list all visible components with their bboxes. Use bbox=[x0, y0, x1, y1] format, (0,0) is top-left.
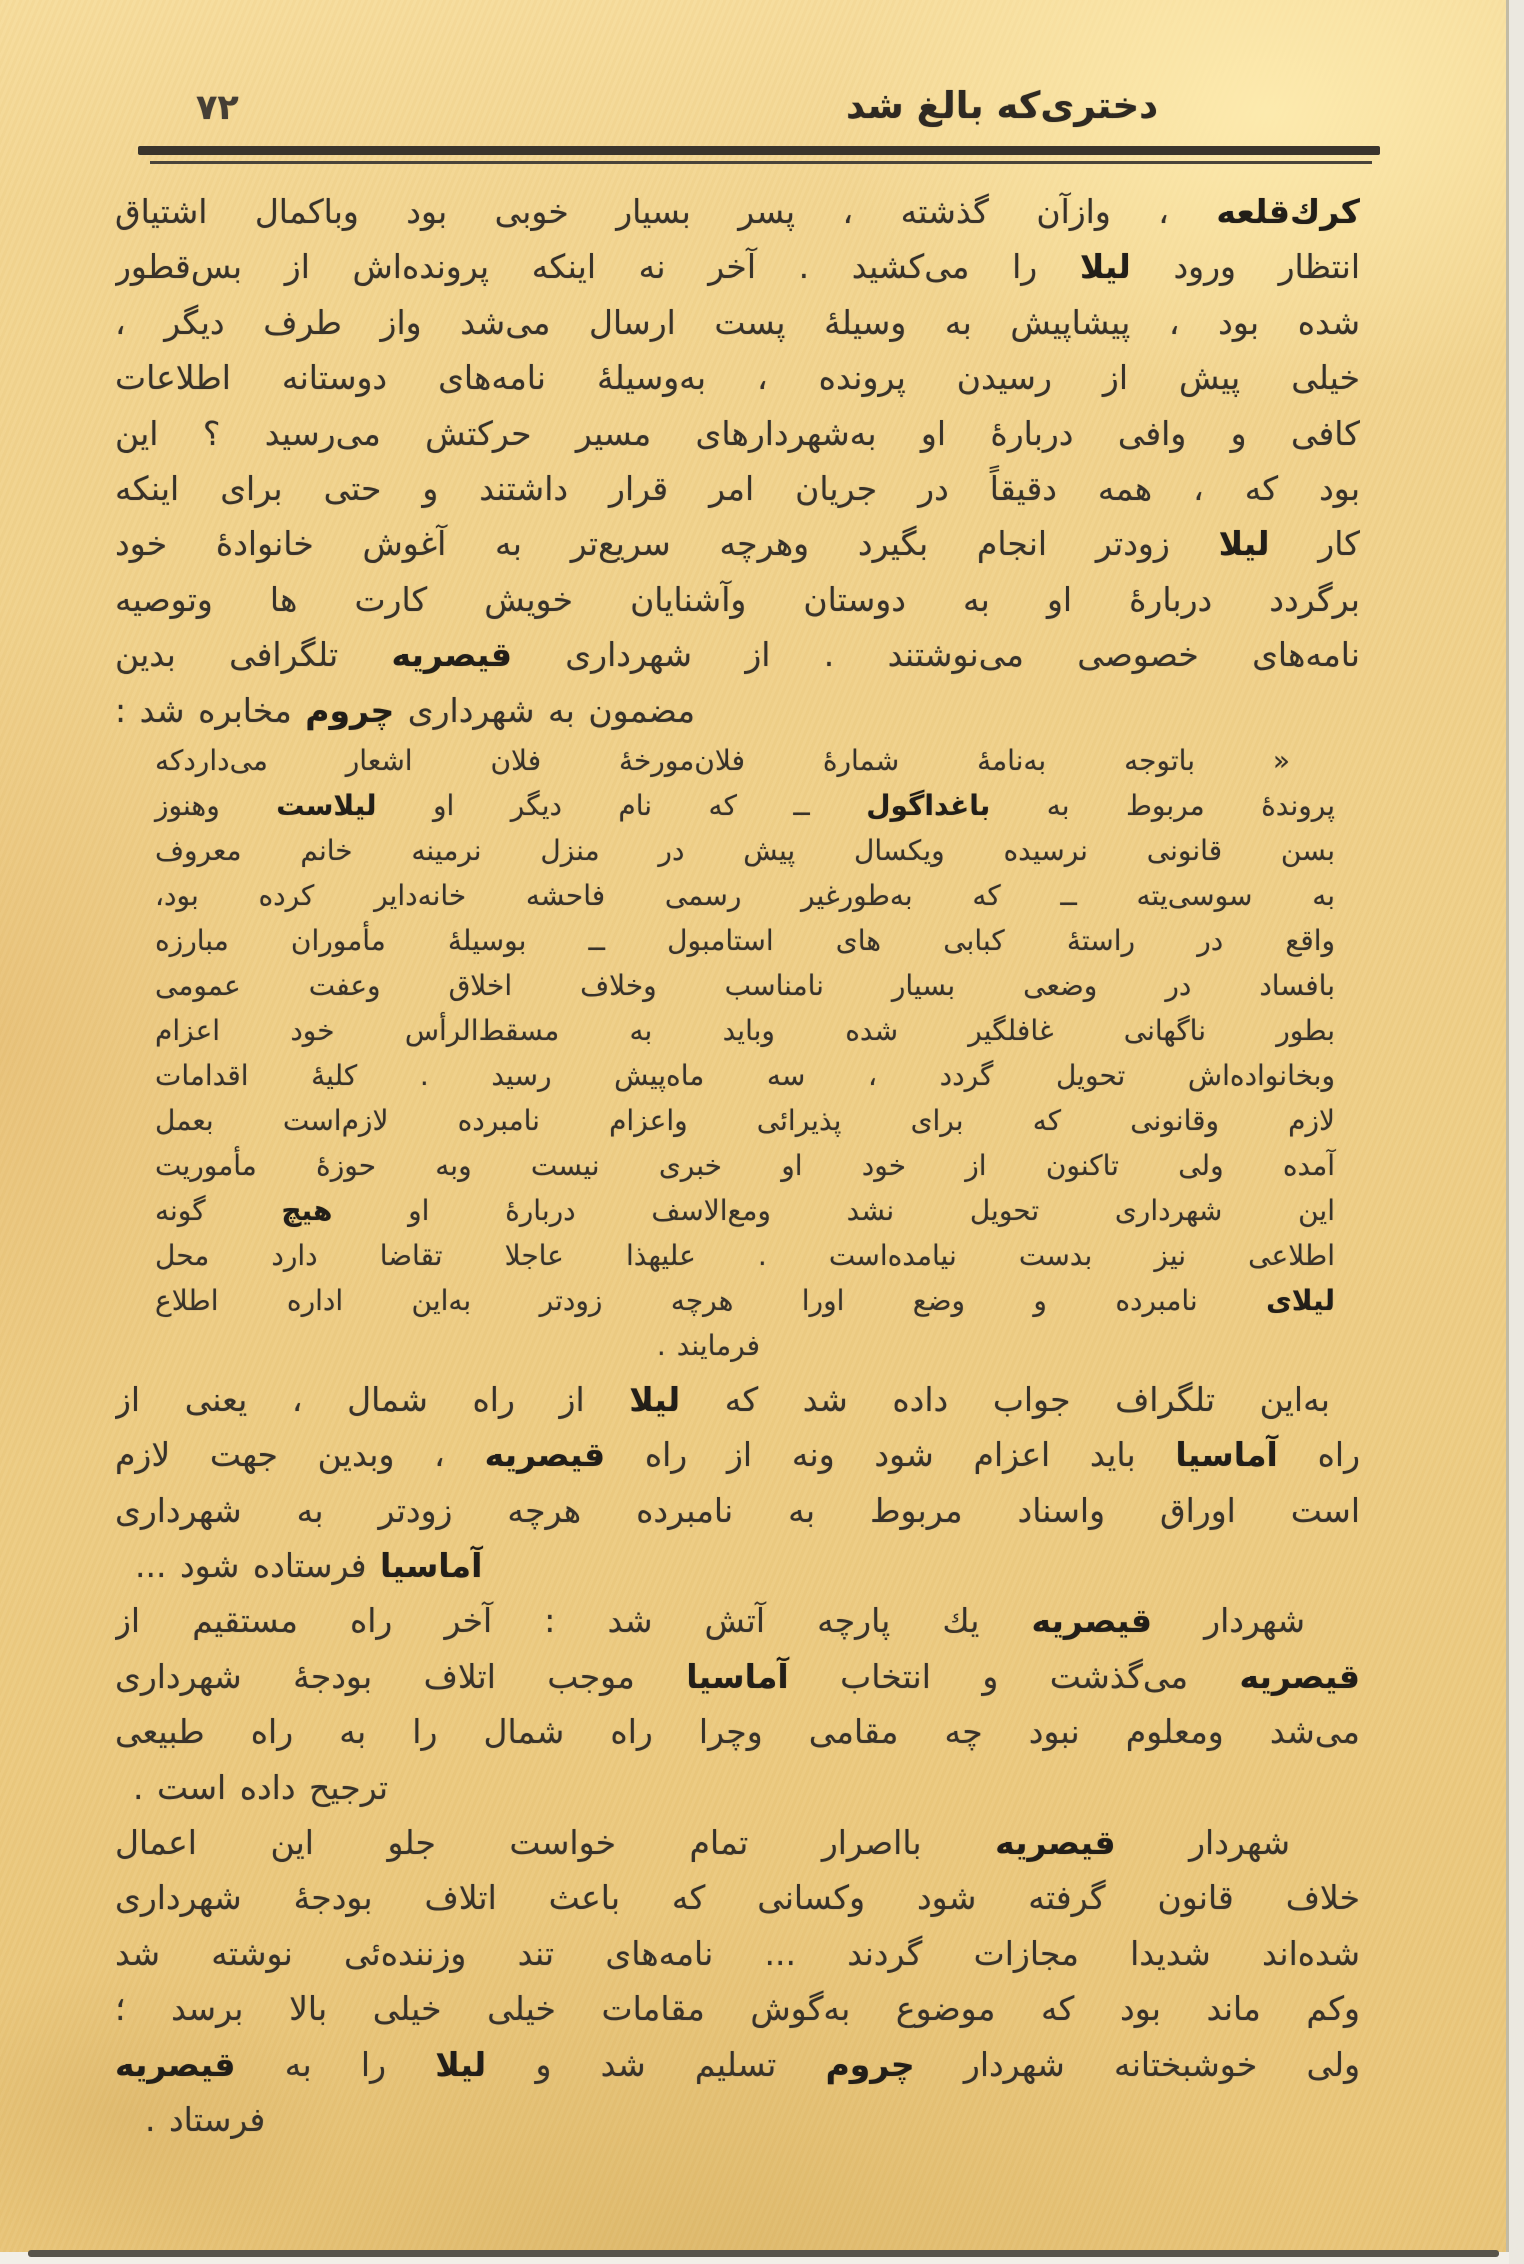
text-segment: بافساد در وضعی بسیار نامناسب وخلاف اخلاق وعفت عمومی bbox=[155, 968, 1335, 1002]
text-segment: ، وبدین جهت لازم bbox=[115, 1435, 485, 1475]
emphasized-word: لیلا bbox=[1079, 247, 1131, 287]
text-line bbox=[115, 1981, 1360, 2036]
text-segment: راه bbox=[1277, 1435, 1360, 1475]
body-text bbox=[115, 184, 1360, 2147]
emphasized-word: قیصریه bbox=[1031, 1601, 1153, 1641]
text-segment: به‌این تلگراف جواب داده شد که bbox=[680, 1379, 1330, 1419]
text-segment: یك پارچه آتش شد : آخر راه مستقیم از bbox=[115, 1601, 1032, 1641]
text-segment: پروندهٔ مربوط به bbox=[990, 788, 1336, 822]
text-segment: مضمون به شهرداری bbox=[394, 690, 695, 730]
text-segment: را می‌کشید . آخر نه اینکه پرونده‌اش از بس‌قطور bbox=[115, 247, 1080, 287]
text-segment: آمده ولی تاکنون از خود او خبری نیست وبه حوزهٔ مأموریت bbox=[155, 1148, 1335, 1182]
emphasized-word: لیلای bbox=[1266, 1283, 1335, 1317]
text-segment: خلاف قانون گرفته شود وکسانی که باعث اتلاف بودجهٔ شهرداری bbox=[115, 1878, 1360, 1918]
emphasized-word: آماسیا bbox=[379, 1546, 483, 1586]
telegram-line bbox=[115, 783, 1360, 828]
text-line bbox=[115, 572, 1360, 627]
text-segment: بسن قانونی نرسیده ویکسال پیش در منزل نرمینه خانم معروف bbox=[155, 833, 1335, 867]
text-line bbox=[115, 184, 1360, 239]
text-segment: را به bbox=[235, 2044, 436, 2084]
text-segment: شده بود ، پیشاپیش به وسیلهٔ پست ارسال می‌شد واز طرف دیگر ، bbox=[115, 302, 1360, 342]
paper-bottom-edge bbox=[28, 2250, 1499, 2257]
text-segment: است اوراق واسناد مربوط به نامبرده هرچه زودتر به شهرداری bbox=[115, 1490, 1360, 1530]
text-segment: ولی خوشبختانه شهردار bbox=[914, 2044, 1360, 2084]
emphasized-word: کرك‌قلعه bbox=[1216, 192, 1360, 231]
text-line bbox=[115, 683, 1360, 738]
emphasized-word: چروم bbox=[825, 2044, 915, 2084]
text-segment: زودتر انجام بگیرد وهرچه سریع‌تر به آغوش خانوادهٔ خود bbox=[115, 524, 1219, 564]
telegram-line bbox=[115, 1323, 1360, 1368]
telegram-line bbox=[115, 963, 1360, 1008]
emphasized-word: باغداگول bbox=[866, 788, 991, 822]
emphasized-word: هیچ bbox=[281, 1193, 333, 1227]
text-segment: می‌شد ومعلوم نبود چه مقامی وچرا راه شمال را به راه طبیعی bbox=[115, 1712, 1360, 1752]
emphasized-word: قیصریه bbox=[995, 1823, 1116, 1863]
telegram-line bbox=[115, 1143, 1360, 1188]
text-segment: از راه شمال ، یعنی از bbox=[115, 1379, 630, 1419]
text-line bbox=[115, 1649, 1360, 1704]
text-segment: باید اعزام شود ونه از راه bbox=[605, 1435, 1176, 1475]
emphasized-word: لیلا bbox=[629, 1379, 681, 1419]
emphasized-word: قیصریه bbox=[1239, 1656, 1360, 1696]
text-segment: مخابره شد : bbox=[115, 690, 306, 730]
text-line bbox=[115, 1926, 1360, 1981]
text-segment: شهردار bbox=[1115, 1823, 1290, 1863]
telegram-line bbox=[115, 918, 1360, 963]
text-line bbox=[115, 627, 1360, 682]
text-segment: وهنوز bbox=[155, 788, 277, 822]
emphasized-word: لیلا bbox=[1218, 524, 1270, 564]
text-line bbox=[115, 1427, 1360, 1482]
telegram-line bbox=[115, 738, 1360, 783]
emphasized-word: آماسیا bbox=[686, 1656, 789, 1696]
text-segment: کافی و وافی دربارهٔ او به‌شهردارهای مسیر حرکتش می‌رسید ؟ این bbox=[115, 413, 1360, 453]
text-segment: گونه bbox=[155, 1193, 282, 1227]
text-segment: بااصرار تمام خواست جلو این اعمال bbox=[115, 1823, 996, 1863]
text-line bbox=[115, 350, 1360, 405]
text-segment: ترجیح داده است . bbox=[133, 1767, 389, 1807]
text-segment: « باتوجه به‌نامهٔ شمارهٔ فلان‌مورخهٔ فلان اشعار می‌داردکه bbox=[155, 743, 1290, 777]
text-segment: موجب اتلاف بودجهٔ شهرداری bbox=[115, 1656, 687, 1696]
text-segment: برگردد دربارهٔ او به دوستان وآشنایان خویش کارت ها وتوصیه bbox=[115, 579, 1360, 619]
emphasized-word: قیصریه bbox=[484, 1435, 606, 1475]
text-line bbox=[115, 295, 1360, 350]
text-line bbox=[115, 1538, 1360, 1593]
emphasized-word: لیلاست bbox=[276, 788, 377, 822]
text-segment: وکم ماند بود که موضوع به‌گوش مقامات خیلی خیلی بالا برسد ؛ bbox=[115, 1989, 1360, 2029]
telegram-line bbox=[115, 1008, 1360, 1053]
text-line bbox=[115, 1704, 1360, 1759]
header-rule-thick bbox=[138, 146, 1380, 155]
text-segment: نامبرده و وضع اورا هرچه زودتر به‌این اداره اطلاع bbox=[155, 1283, 1267, 1317]
text-segment: می‌گذشت و انتخاب bbox=[788, 1656, 1240, 1696]
text-line bbox=[115, 516, 1360, 571]
text-segment: ، وازآن گذشته ، پسر بسیار خوبی بود وباکمال اشتیاق bbox=[115, 192, 1217, 231]
text-line bbox=[115, 406, 1360, 461]
scan-edge-right bbox=[1506, 0, 1524, 2264]
text-segment: لازم وقانونی که برای پذیرائی واعزام نامبرده لازم‌است بعمل bbox=[155, 1103, 1335, 1137]
page-number: ٧٢ bbox=[196, 88, 239, 128]
telegram-line bbox=[115, 873, 1360, 918]
text-line bbox=[115, 1815, 1360, 1870]
telegram-line bbox=[115, 1233, 1360, 1278]
text-line bbox=[115, 239, 1360, 294]
emphasized-word: قیصریه bbox=[391, 635, 512, 675]
text-segment: شهردار bbox=[1152, 1601, 1306, 1641]
telegram-line bbox=[115, 828, 1360, 873]
text-segment: ــ که نام دیگر او bbox=[376, 788, 867, 822]
text-line bbox=[115, 1483, 1360, 1538]
text-segment: تسلیم شد و bbox=[486, 2044, 826, 2084]
telegram-line bbox=[115, 1188, 1360, 1233]
text-segment: این شهرداری تحویل نشد ومع‌الاسف دربارهٔ او bbox=[332, 1193, 1335, 1227]
emphasized-word: قیصریه bbox=[115, 2044, 236, 2084]
text-segment: فرستاده شود ... bbox=[135, 1546, 380, 1586]
text-segment: اطلاعی نیز بدست نیامده‌است . علیهذا عاجلا تقاضا دارد محل bbox=[155, 1238, 1335, 1272]
text-line bbox=[115, 1372, 1360, 1427]
text-segment: وبخانواده‌اش تحویل گردد ، سه ماه‌پیش رسید . کلیهٔ اقدامات bbox=[155, 1058, 1335, 1092]
text-segment: شده‌اند شدیدا مجازات گردند ... نامه‌های تند وزننده‌ئی نوشته شد bbox=[115, 1933, 1360, 1973]
text-segment: فرستاد . bbox=[145, 2099, 266, 2139]
text-segment: فرمایند . bbox=[656, 1328, 760, 1362]
text-segment: نامه‌های خصوصی می‌نوشتند . از شهرداری bbox=[511, 635, 1360, 675]
text-segment: بود که ، همه دقیقاً در جریان امر قرار داشتند و حتی برای اینکه bbox=[115, 468, 1360, 508]
text-segment: بطور ناگهانی غافلگیر شده وباید به مسقط‌الرأس خود اعزام bbox=[155, 1013, 1335, 1047]
text-line bbox=[115, 2092, 1360, 2147]
telegram-line bbox=[115, 1278, 1360, 1323]
telegram-line bbox=[115, 1053, 1360, 1098]
header-rule-thin bbox=[150, 161, 1372, 164]
text-line bbox=[115, 461, 1360, 516]
text-line bbox=[115, 2037, 1360, 2092]
text-line bbox=[115, 1870, 1360, 1925]
telegram-line bbox=[115, 1098, 1360, 1143]
text-segment: انتظار ورود bbox=[1130, 247, 1360, 287]
scan-edge-bottom bbox=[0, 2252, 1509, 2264]
text-segment: خیلی پیش از رسیدن پرونده ، به‌وسیلهٔ نامه‌های دوستانه اطلاعات bbox=[115, 358, 1360, 398]
page-title: دختری‌که بالغ شد bbox=[846, 84, 1159, 127]
text-segment: کار bbox=[1269, 524, 1360, 564]
emphasized-word: لیلا bbox=[435, 2044, 487, 2084]
emphasized-word: آماسیا bbox=[1175, 1435, 1278, 1475]
text-segment: به سوسی‌یته ــ که به‌طورغیر رسمی فاحشه خانه‌دایر کرده بود، bbox=[155, 878, 1335, 912]
text-segment: تلگرافی بدین bbox=[115, 635, 392, 675]
text-segment: واقع در راستهٔ کبابی های استامبول ــ بوسیلهٔ مأموران مبارزه bbox=[155, 923, 1335, 957]
emphasized-word: چروم bbox=[305, 690, 395, 730]
text-line bbox=[115, 1760, 1360, 1815]
text-line bbox=[115, 1593, 1360, 1648]
